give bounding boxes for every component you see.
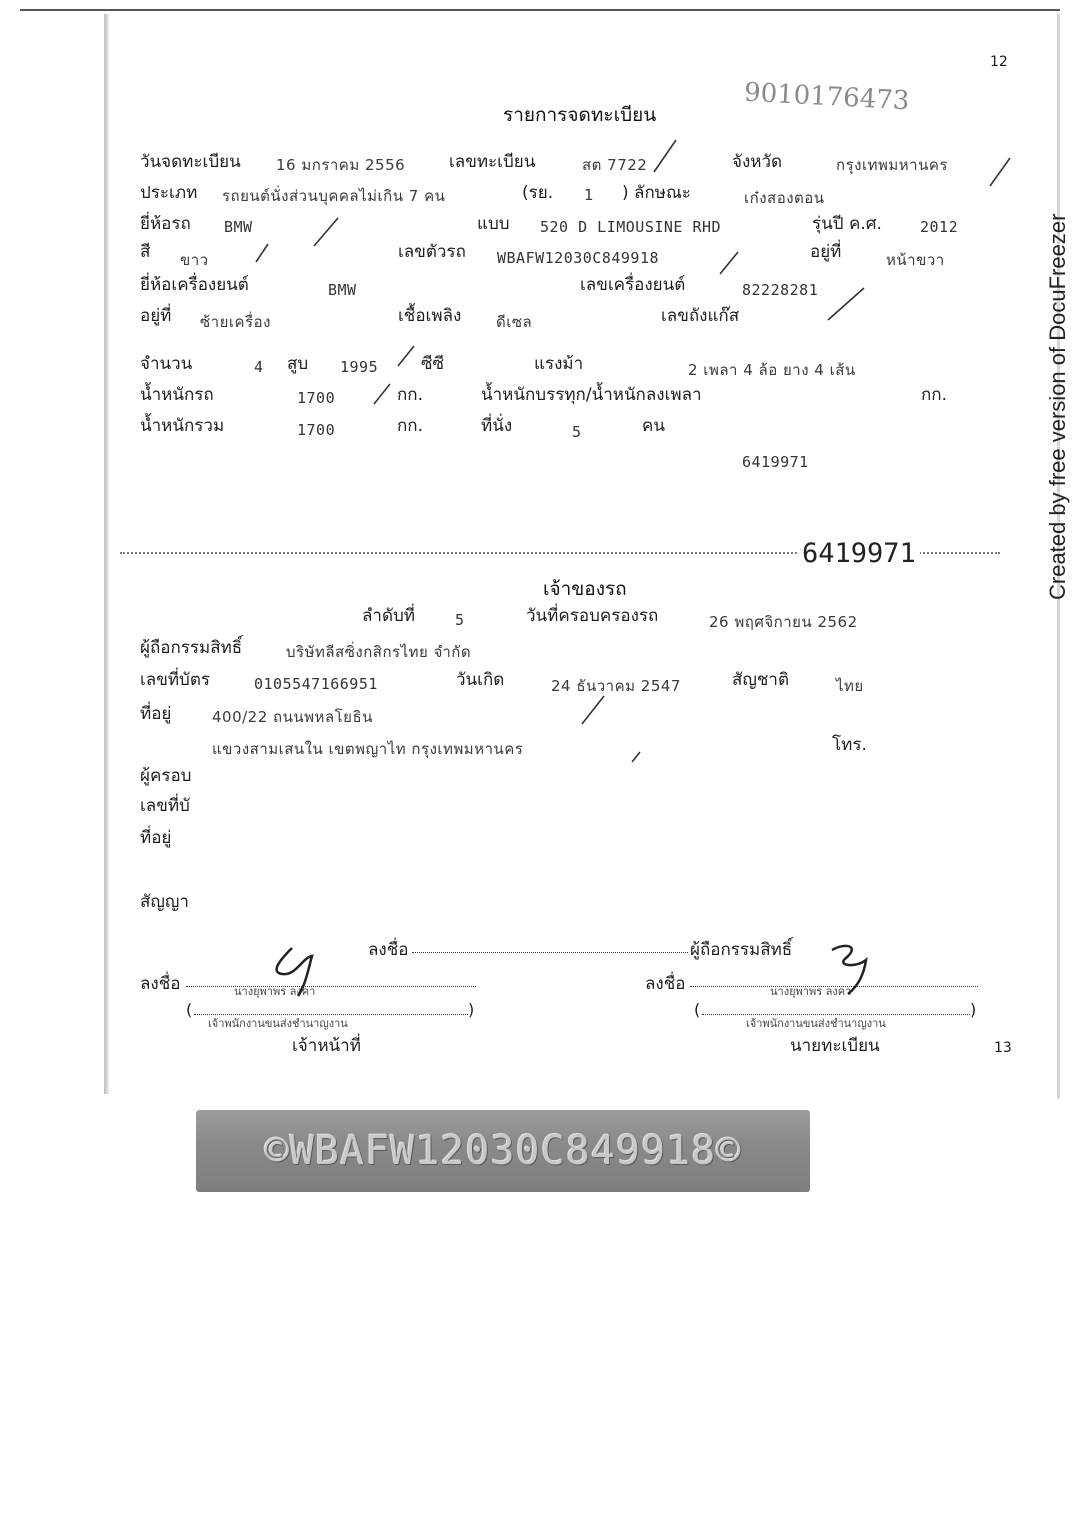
engine-brand-label: ยี่ห้อเครื่องยนต์ <box>140 275 249 295</box>
fuel-value: ดีเซล <box>496 313 533 331</box>
weight-value: 1700 <box>297 389 336 407</box>
engine-location-value: ซ้ายเครื่อง <box>200 313 271 331</box>
card-label: เลขที่บัตร <box>140 670 211 690</box>
horsepower-label: แรงม้า <box>534 354 584 374</box>
possessor-label: ผู้ครอบ <box>140 766 192 786</box>
left-paren-close: ) <box>468 1000 475 1019</box>
right-paren-close: ) <box>970 1000 977 1019</box>
type-label: ประเภท <box>140 183 198 203</box>
style-label: ) ลักษณะ <box>622 183 691 203</box>
count-label: จำนวน <box>140 354 193 374</box>
color-value: ขาว <box>180 251 209 269</box>
addr-line-2: แขวงสามเสนใน เขตพญาไท กรุงเทพมหานคร <box>212 740 524 758</box>
addr3-label: ที่อยู่ <box>140 828 172 848</box>
color-label: สี <box>140 242 151 262</box>
left-sign-label: ลงชื่อ <box>140 974 181 994</box>
gas-tank-label: เลขถังแก๊ส <box>661 306 740 326</box>
addr-label: ที่อยู่ <box>140 704 172 724</box>
seq-value: 5 <box>455 611 465 629</box>
card-value: 0105547166951 <box>254 675 378 693</box>
year-label: รุ่นปี ค.ศ. <box>812 214 882 234</box>
ry-label: (รย. <box>522 183 554 203</box>
type-value: รถยนต์นั่งส่วนบุคคลไม่เกิน 7 คน <box>222 187 446 205</box>
engine-no-value: 82228281 <box>742 281 819 299</box>
province-label: จังหวัด <box>732 152 783 172</box>
engine-location-label: อยู่ที่ <box>140 306 172 326</box>
holder-label: ผู้ถือกรรมสิทธิ์ <box>140 638 243 658</box>
left-paren-open: ( <box>186 1000 193 1019</box>
style-value: เก๋งสองตอน <box>744 189 825 207</box>
model-label: แบบ <box>477 214 510 234</box>
chassis-plate-rubbing <box>196 1110 810 1192</box>
owner-header: เจ้าของรถ <box>543 578 627 600</box>
total-weight-unit: กก. <box>397 416 423 436</box>
right-paren-open: ( <box>694 1000 701 1019</box>
ry-value: 1 <box>584 186 595 204</box>
cc-unit: ซีซี <box>421 354 445 374</box>
axles-value: 2 เพลา 4 ล้อ ยาง 4 เส้น <box>688 361 856 379</box>
total-weight-value: 1700 <box>297 421 336 439</box>
handwritten-note: 9010176473 <box>743 77 911 117</box>
load-label: น้ำหนักบรรทุก/น้ำหนักลงเพลา <box>481 385 702 405</box>
cc-value: 1995 <box>340 358 379 376</box>
weight-unit: กก. <box>397 385 423 405</box>
page-title: รายการจดทะเบียน <box>503 104 657 126</box>
possession-value: 26 พฤศจิกายน 2562 <box>709 613 858 631</box>
tel-label: โทร. <box>832 735 867 755</box>
left-title-stamp: เจ้าพนักงานขนส่งชำนาญงาน <box>208 1017 348 1030</box>
engine-no-label: เลขเครื่องยนต์ <box>580 275 686 295</box>
nation-value: ไทย <box>836 677 864 695</box>
left-name-stamp: นางยุพาพร ลงคา <box>234 985 316 998</box>
page-number-bottom: 13 <box>994 1040 1012 1056</box>
possession-label: วันที่ครอบครองรถ <box>526 606 659 626</box>
province-value: กรุงเทพมหานคร <box>836 156 948 174</box>
seats-label: ที่นั่ง <box>481 416 513 436</box>
code-large: 6419971 <box>798 538 920 569</box>
chassis-value: WBAFW12030C849918 <box>497 249 660 267</box>
addr-line-1: 400/22 ถนนพหลโยธิน <box>212 708 373 726</box>
right-sign-label: ลงชื่อ <box>645 974 686 994</box>
engine-brand-value: BMW <box>328 281 357 299</box>
chassis-location-label: อยู่ที่ <box>810 242 842 262</box>
seats-unit: คน <box>642 416 665 436</box>
reg-no-value: สต 7722 <box>582 156 648 174</box>
contract-label: สัญญา <box>140 892 189 912</box>
reg-no-label: เลขทะเบียน <box>449 152 536 172</box>
holder-sign-label: ลงชื่อ <box>368 940 409 960</box>
chassis-label: เลขตัวรถ <box>398 242 466 262</box>
right-name-stamp: นางยุพาพร ลงคา <box>770 985 852 998</box>
weight-label: น้ำหนักรถ <box>140 385 214 405</box>
brand-label: ยี่ห้อรถ <box>140 214 191 234</box>
load-unit: กก. <box>921 385 947 405</box>
docufreezer-watermark: Created by free version of DocuFreezer <box>1045 213 1070 600</box>
card2-label: เลขที่บั <box>140 796 190 816</box>
left-role: เจ้าหน้าที่ <box>292 1036 361 1056</box>
nation-label: สัญชาติ <box>732 670 789 690</box>
seats-value: 5 <box>572 423 582 441</box>
model-value: 520 D LIMOUSINE RHD <box>540 218 722 236</box>
birth-value: 24 ธันวาคม 2547 <box>551 677 681 695</box>
chassis-location-value: หน้าขวา <box>886 251 945 269</box>
holder-value: บริษัทลีสซิ่งกสิกรไทย จำกัด <box>286 643 472 661</box>
right-title-stamp: เจ้าพนักงานขนส่งชำนาญงาน <box>746 1017 886 1030</box>
birth-label: วันเกิด <box>456 670 505 690</box>
holder-role: ผู้ถือกรรมสิทธิ์ <box>690 940 793 960</box>
code-small: 6419971 <box>742 453 809 471</box>
brand-value: BMW <box>224 218 253 236</box>
chassis-plate-text: ©WBAFW12030C849918© <box>264 1128 742 1174</box>
total-weight-label: น้ำหนักรวม <box>140 416 225 436</box>
cylinders-value: 4 <box>254 358 264 376</box>
year-value: 2012 <box>920 218 959 236</box>
cylinders-unit: สูบ <box>287 354 309 374</box>
reg-date-value: 16 มกราคม 2556 <box>276 156 406 174</box>
reg-date-label: วันจดทะเบียน <box>140 152 241 172</box>
fuel-label: เชื้อเพลิง <box>398 306 462 326</box>
page-number-top: 12 <box>990 54 1008 70</box>
seq-label: ลำดับที่ <box>362 606 416 626</box>
right-role: นายทะเบียน <box>790 1036 880 1056</box>
